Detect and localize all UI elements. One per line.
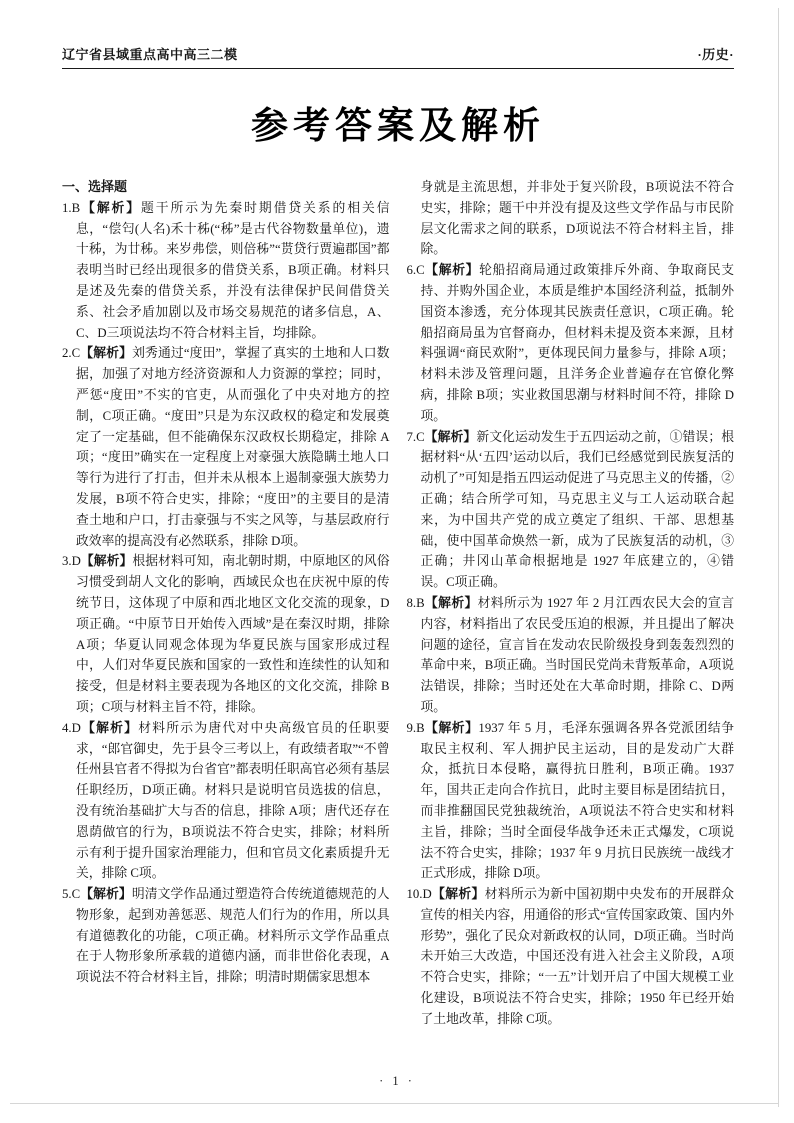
analysis-text: 根据材料可知，南北朝时期，中原地区的风俗习惯受到胡人文化的影响，西域民众也在庆祝中原的传统节日，这体现了中原和西北地区文化交流的现象，D项正确。“中原节日开始传入西域”是在秦汉时期，排除 A项；华夏认同观念体现为华夏民族与国家形成过程中，人们对华夏民族和国家的一致性和连续性的认知和接受，但是材料主要表现为各地区的文化交流，排除 B项；C项与材料主旨不符，排除。 [76,554,390,714]
analysis-label: 【解析】 [424,595,478,610]
answer-letter: B [71,200,81,215]
answer-letter: D [71,720,81,735]
scan-artifact-bottom-edge [10,1103,779,1104]
answer-letter: D [422,887,432,902]
analysis-text: 刘秀通过“度田”，掌握了真实的土地和人口数据，加强了对地方经济资源和人力资源的掌控；同时，严惩“度田”不实的官吏，从而强化了中央对地方的控制，C项正确。“度田”只是为东汉政权的稳定和发展奠定了一定基础，但不能确保东汉政权长期稳定，排除 A项；“度田”确实在一定程度上对豪强大族隐瞒土地人口等行为进行了打击，但并未从根本上遏制豪强大族势力发展，B项不符合史实，排除；“度田”的主要目的是清查土地和户口，打击豪强与不实之风等，与基层政府行政效率的提高没有必然联系，排除 D项。 [76,346,390,548]
exam-title: 辽宁省县域重点高中高三二模 [62,47,238,62]
analysis-text: 题干所示为先秦时期借贷关系的相关信息，“偿匄(人名)禾十秭(“秭”是古代谷物数量单位)，遗十秭，为廿秭。来岁弗偿，则倍秭”“贳贷行贾遍郡国”都表明当时已经出现很多的借贷关系，B项正确。材料只是述及先秦的借贷关系，并没有法律保护民间借贷关系、社会矛盾加剧以及市场交易规范的诸多信息，A、C、D三项说法均不符合材料主旨，均排除。 [76,200,390,340]
answer-letter: C [416,263,425,278]
analysis-label: 【解析】 [80,200,142,215]
analysis-label: 【解析】 [80,554,133,569]
analysis-text: 轮船招商局通过政策排斥外商、争取商民支持、并购外国企业，本质是维护本国经济利益，抵制外国资本渗透，充分体现其民族责任意识，C项正确。轮船招商局虽为官督商办，但材料未提及资本来源，且材料强调“商民欢附”，更体现民间力量参与，排除 A项；材料未涉及管理问题，且洋务企业普遍存在官僚化弊病，排除 B项；实业救国思潮与材料时间不符，排除 D项。 [420,263,735,423]
page-header [62,44,734,68]
answer-item-6 [407,260,735,426]
answer-item-8 [407,593,735,718]
analysis-text: 身就是主流思想，并非处于复兴阶段，B项说法不符合史实，排除；题干中并没有提及这些文学作品与市民阶层文化需求之间的联系，D项说法不符合材料主旨，排除。 [420,180,734,257]
answer-item-9 [407,718,735,884]
analysis-label: 【解析】 [80,346,133,361]
analysis-text: 新文化运动发生于五四运动之前，①错误；根据材料“从‘五四’运动以后，我们已经感觉到民族复活的动机了”可知是指五四运动促进了马克思主义的传播，②正确；结合所学可知，马克思主义与工人运动联合起来，为中国共产党的成立奠定了组织、干部、思想基础，使中国革命焕然一新，成为了民族复活的动机，③正确；井冈山革命根据地是 1927 年底建立的，④错误。C项正确。 [420,429,735,590]
answer-letter: C [71,346,81,361]
answer-letter: C [71,887,81,902]
answer-item-10 [407,884,735,1030]
question-number: 3. [62,554,72,569]
subject-label: ·历史· [697,47,734,62]
analysis-label: 【解析】 [80,887,132,902]
left-column [62,177,390,1030]
answer-item-3 [62,551,390,717]
question-number: 1. [62,200,72,215]
answer-letter: D [71,554,81,569]
question-number: 4. [62,720,72,735]
analysis-text: 材料所示为唐代对中央高级官员的任职要求，“郎官御史，先于县令三考以上，有政绩者取”“不曾任州县官者不得拟为台省官”都表明任职高官必须有基层任职经历，D项正确。材料只是说明官员选拔的信息，没有统治基础扩大与否的信息，排除 A项；唐代还存在恩荫做官的行为，B项说法不符合史实，排除；材料所示有利于提升国家治理能力，但和官员文化素质提升无关，排除 C项。 [76,720,390,881]
answer-letter: C [416,429,425,444]
header-divider [62,68,734,69]
answer-letter: B [416,720,425,735]
analysis-label: 【解析】 [431,887,485,902]
page-footer [0,1074,794,1089]
answer-item-2 [62,343,390,551]
question-number: 5. [62,887,72,902]
scan-artifact-right-edge [778,8,779,1107]
analysis-label: 【解析】 [80,720,139,735]
right-column [407,177,735,1030]
analysis-text: 明清文学作品通过塑造符合传统道德规范的人物形象，起到劝善惩恶、规范人们行为的作用，所以具有道德教化的功能，C项正确。材料所示文学作品重点在于人物形象所承载的道德内涵，而非世俗化表现，A项说法不符合材料主旨，排除；明清时期儒家思想本 [76,887,390,985]
document-title: 参考答案及解析 [251,105,545,146]
content-columns [62,177,734,1030]
answer-item-7 [407,427,735,593]
answer-item-5-continuation [407,177,735,260]
question-number: 6. [406,263,417,278]
analysis-text: 1937 年 5 月，毛泽东强调各界各党派团结争取民主权利、军人拥护民主运动，目的是发动广大群众，抵抗日本侵略，赢得抗日胜利，B项正确。1937 年，国共正走向合作抗日，此时主要目标是团结抗日，而非推翻国民党独裁统治，A项说法不符合史实和材料主旨，排除；当时全面侵华战争还未正式爆发，C项说法不符合史实，排除；1937 年 9 月抗日民族统一战线才正式形成，排除 D项。 [420,720,735,881]
question-number: 8. [406,595,417,610]
analysis-label: 【解析】 [424,720,479,735]
answer-letter: B [416,595,425,610]
answer-item-5 [62,884,390,988]
analysis-label: 【解析】 [424,263,480,278]
answer-item-4 [62,718,390,884]
question-number: 9. [406,720,417,735]
question-number: 7. [406,429,417,444]
analysis-text: 材料所示为新中国初期中央发布的开展群众宣传的相关内容，用通俗的形式“宣传国家政策、国内外形势”，强化了民众对新政权的认同，D项正确。当时尚未开始三大改造，中国还没有进入社会主义阶段，A项不符合史实，排除；“一五”计划开启了中国大规模工业化建设，B项说法不符合史实，排除；1950 年已经开始了土地改革，排除 C项。 [420,887,735,1026]
question-number: 2. [62,346,72,361]
analysis-label: 【解析】 [424,429,477,444]
answer-item-1 [62,198,390,344]
question-number: 10. [406,887,423,902]
section-heading-multiple-choice: 一、选择题 [62,179,128,194]
analysis-text: 材料所示为 1927 年 2 月江西农民大会的宣言内容，材料指出了农民受压迫的根源，并且提出了解决问题的途径，宣言旨在发动农民阶级投身到轰轰烈烈的革命中来，B项正确。当时国民党尚未背叛革命，A项说法错误，排除；当时还处在大革命时期，排除 C、D两项。 [420,595,734,714]
page-number: · 1 · [379,1074,415,1088]
